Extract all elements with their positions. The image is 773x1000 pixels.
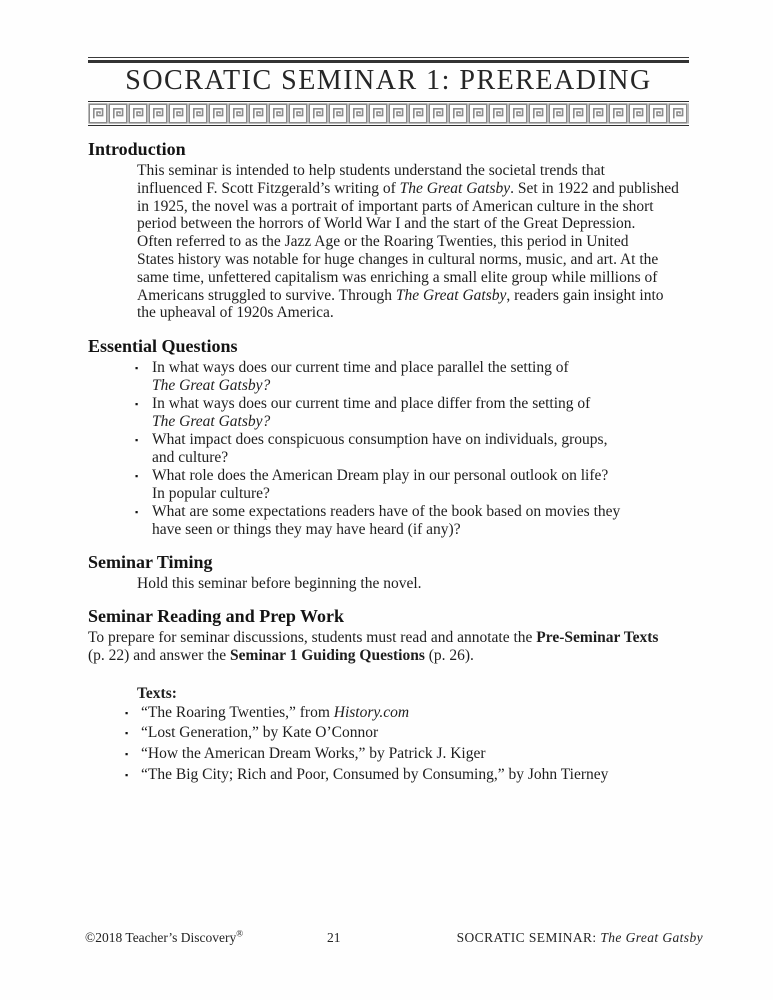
section-prep-work (88, 606, 703, 786)
texts-list (88, 703, 703, 786)
section-introduction (88, 139, 703, 322)
list-item-text: “Lost Generation,” by Kate O’Connor (141, 724, 379, 742)
list-item-text: “How the American Dream Works,” by Patrick J. Kiger (141, 745, 486, 763)
square-bullet-icon: ▪ (135, 363, 139, 374)
texts-label: Texts: (137, 684, 177, 702)
essential-questions-list (88, 359, 703, 539)
copyright-text: ©2018 Teacher’s Discovery® (85, 928, 244, 945)
list-item-text: In what ways does our current time and place differ from the setting of The Great Gatsby? (152, 395, 591, 431)
list-item-text: What are some expectations readers have of the book based on movies they have seen or things they may have heard (if any)? (152, 503, 621, 539)
prep-work-paragraph: To prepare for seminar discussions, students must read and annotate the Pre-Seminar Texts (p. 22) and answer the Seminar 1 Guiding Questions (p. 26). (88, 628, 659, 664)
list-item-text: What impact does conspicuous consumption have on individuals, groups, and culture? (152, 431, 608, 467)
square-bullet-icon: ▪ (125, 728, 129, 739)
page-title: SOCRATIC SEMINAR 1: PREREADING (125, 65, 652, 96)
title-block (88, 57, 689, 126)
greek-key-pattern-icon (88, 103, 689, 124)
square-bullet-icon: ▪ (125, 707, 129, 718)
list-item (88, 744, 703, 765)
essential-questions-heading: Essential Questions (88, 336, 238, 357)
list-item (88, 723, 703, 744)
page-number: 21 (327, 930, 341, 945)
footer-book-title: SOCRATIC SEMINAR: The Great Gatsby (456, 930, 703, 945)
introduction-heading: Introduction (88, 139, 186, 159)
seminar-timing-heading: Seminar Timing (88, 552, 213, 573)
section-seminar-timing (88, 552, 703, 593)
double-rule (88, 57, 689, 63)
list-item (88, 703, 703, 724)
introduction-paragraph: This seminar is intended to help students understand the societal trends that influenced F. Scott Fitzgerald’s writing of The Great Gatsby. Set in 1922 and published in 1925, the novel was a portrait of important parts of American culture in the short period between the horrors of World War I and the start of the Great Depression. Often referred to as the Jazz Age or the Roaring Twenties, this period in United States history was notable for huge changes in cultural norms, music, and art. At the same time, unfettered capitalism was enriching a small elite group while millions of Americans struggled to survive. Through The Great Gatsby, readers gain insight into the upheaval of 1920s America. (137, 162, 679, 322)
list-item-text: “The Roaring Twenties,” from History.com (141, 703, 410, 721)
prep-work-heading: Seminar Reading and Prep Work (88, 605, 345, 626)
list-item (88, 431, 703, 467)
square-bullet-icon: ▪ (135, 399, 139, 410)
square-bullet-icon: ▪ (125, 749, 129, 760)
square-bullet-icon: ▪ (135, 471, 139, 482)
list-item (88, 503, 703, 539)
list-item (88, 359, 703, 395)
square-bullet-icon: ▪ (135, 507, 139, 518)
greek-key-border (88, 101, 689, 126)
section-essential-questions (88, 336, 703, 539)
list-item-text: What role does the American Dream play in our personal outlook on life? In popular culture? (152, 467, 609, 503)
page-footer (85, 928, 703, 950)
page-content (88, 139, 703, 786)
list-item-text: “The Big City; Rich and Poor, Consumed by Consuming,” by John Tierney (141, 765, 609, 783)
square-bullet-icon: ▪ (135, 435, 139, 446)
list-item (88, 395, 703, 431)
list-item (88, 467, 703, 503)
seminar-timing-paragraph: Hold this seminar before beginning the novel. (137, 575, 422, 593)
list-item-text: In what ways does our current time and place parallel the setting of The Great Gatsby? (152, 359, 569, 395)
square-bullet-icon: ▪ (125, 769, 129, 780)
list-item (88, 765, 703, 786)
